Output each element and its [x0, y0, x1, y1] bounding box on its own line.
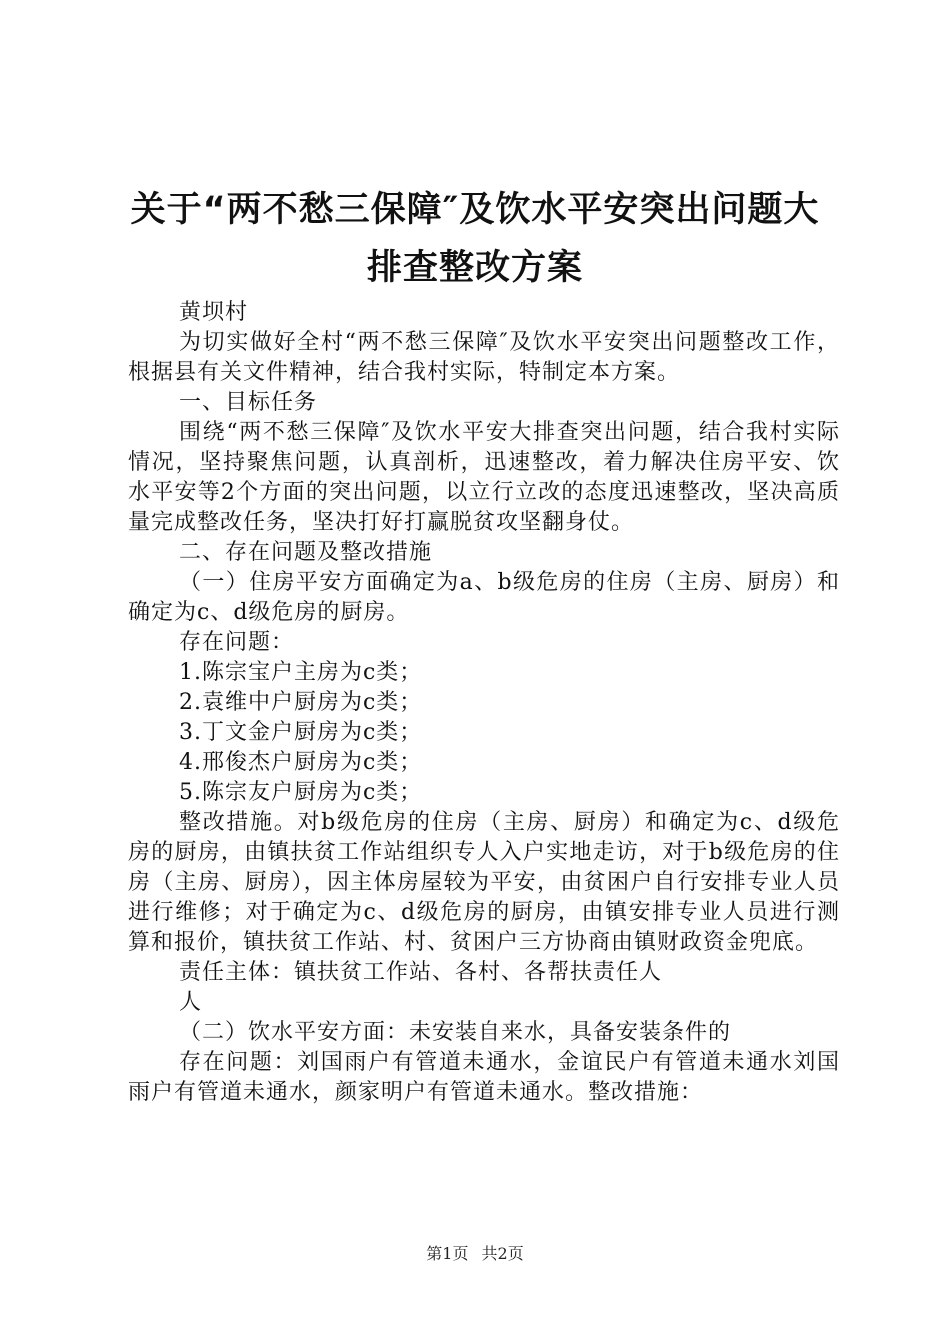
document-title-line-1: 关于“两不愁三保障″及饮水平安突出问题大: [130, 190, 820, 230]
problem-item: 4.邢俊杰户厨房为c类；: [179, 750, 423, 775]
subsection-water: （二）饮水平安方面：未安装自来水，具备安装条件的: [179, 1020, 732, 1045]
responsible-party-continued: 人: [179, 990, 203, 1015]
page-total: 共2页: [481, 1244, 524, 1263]
section-heading-goals: 一、目标任务: [179, 390, 318, 415]
document-title-line-2: 排查整改方案: [366, 248, 583, 288]
document-body: [128, 298, 840, 1108]
problem-item: 3.丁文金户厨房为c类；: [179, 720, 423, 745]
problems-label: 存在问题：: [179, 630, 295, 655]
page-footer: [0, 1244, 950, 1264]
page-number: 第1页: [426, 1244, 469, 1263]
problem-item: 2.袁维中户厨房为c类；: [179, 690, 423, 715]
problem-item: 5.陈宗友户厨房为c类；: [179, 780, 423, 805]
rectification-measures: 整改措施。对b级危房的住房（主房、厨房）和确定为c、d级危房的厨房，由镇扶贫工作站组织专人入户实地走访，对于b级危房的住房（主房、厨房），因主体房屋较为平安，由贫困户自行安排专业人员进行维修；对于确定为c、d级危房的厨房，由镇安排专业人员进行测算和报价，镇扶贫工作站、村、贫困户三方协商由镇财政资金兜底。: [128, 810, 840, 955]
water-problems-paragraph: 存在问题：刘国雨户有管道未通水，金谊民户有管道未通水刘国雨户有管道未通水，颜家明户有管道未通水。整改措施：: [128, 1050, 840, 1105]
intro-paragraph: 为切实做好全村“两不愁三保障″及饮水平安突出问题整改工作，根据县有关文件精神，结合我村实际，特制定本方案。: [128, 330, 840, 385]
subsection-housing: （一）住房平安方面确定为a、b级危房的住房（主房、厨房）和确定为c、d级危房的厨房。: [128, 570, 840, 625]
goals-paragraph: 围绕“两不愁三保障″及饮水平安大排查突出问题，结合我村实际情况，坚持聚焦问题，认真剖析，迅速整改，着力解决住房平安、饮水平安等2个方面的突出问题，以立行立改的态度迅速整改，坚决高质量完成整改任务，坚决打好打赢脱贫攻坚翻身仗。: [128, 420, 840, 535]
village-name: 黄坝村: [179, 300, 249, 325]
problem-item: 1.陈宗宝户主房为c类；: [179, 660, 423, 685]
responsible-party: 责任主体：镇扶贫工作站、各村、各帮扶责任人: [179, 960, 663, 985]
section-heading-problems: 二、存在问题及整改措施: [179, 540, 433, 565]
